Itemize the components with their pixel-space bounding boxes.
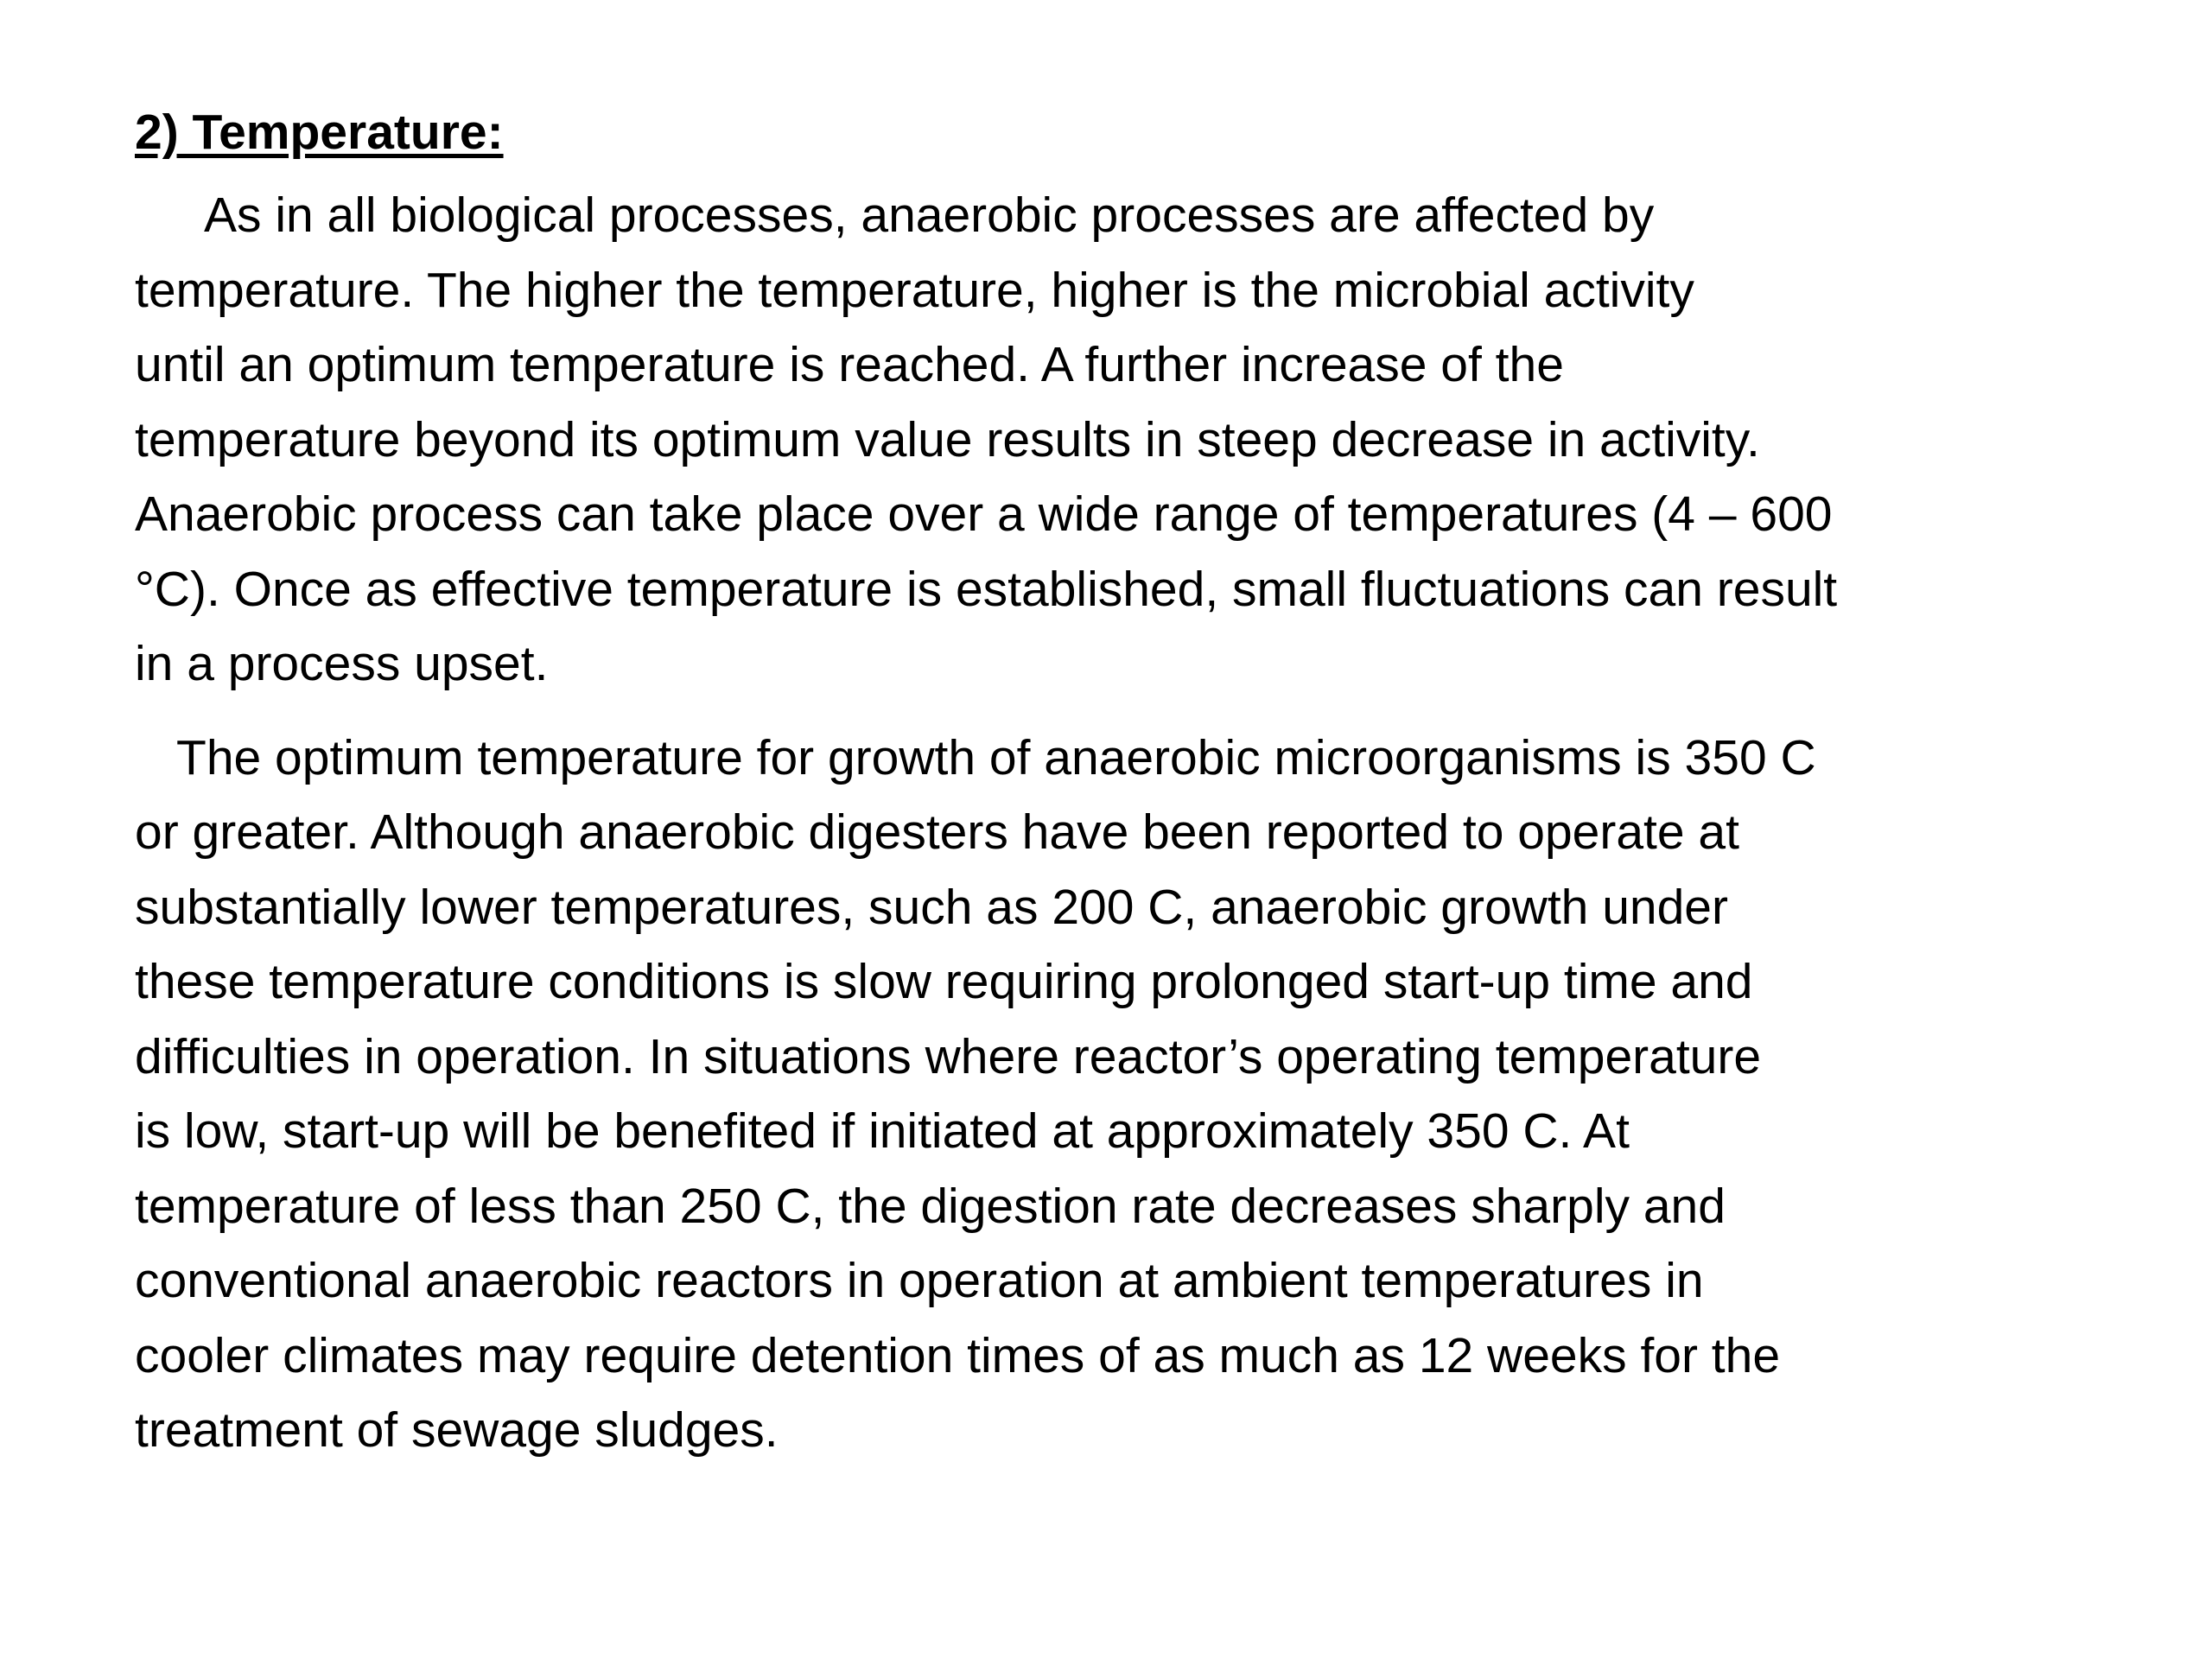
paragraph-line: until an optimum temperature is reached. A further increase of the: [135, 337, 1564, 392]
paragraph-line: °C). Once as effective temperature is established, small fluctuations can result: [135, 561, 1838, 617]
paragraph-line: temperature of less than 250 C, the digestion rate decreases sharply and: [135, 1178, 1726, 1234]
paragraph-line: treatment of sewage sludges.: [135, 1402, 779, 1458]
paragraph-line: difficulties in operation. In situations where reactor’s operating temperature: [135, 1028, 1762, 1084]
paragraph-line: temperature beyond its optimum value results in steep decrease in activity.: [135, 411, 1760, 467]
paragraph-line: these temperature conditions is slow requiring prolonged start-up time and: [135, 954, 1753, 1009]
paragraph-line: in a process upset.: [135, 636, 549, 691]
paragraph-line: cooler climates may require detention times of as much as 12 weeks for the: [135, 1327, 1781, 1383]
paragraph-line: As in all biological processes, anaerobic processes are affected by: [204, 188, 1655, 243]
paragraph-line: substantially lower temperatures, such as 200 C, anaerobic growth under: [135, 879, 1728, 935]
paragraph-1: [135, 178, 2122, 702]
paragraph-line: is low, start-up will be benefited if initiated at approximately 350 C. At: [135, 1103, 1630, 1159]
paragraph-line: The optimum temperature for growth of anaerobic microorganisms is 350 C: [176, 729, 1816, 785]
paragraph-2: [135, 721, 2122, 1468]
paragraph-line: Anaerobic process can take place over a wide range of temperatures (4 – 600: [135, 486, 1833, 542]
slide-content: [135, 95, 2122, 1468]
section-heading: 2) Temperature:: [135, 105, 504, 160]
paragraph-line: or greater. Although anaerobic digesters have been reported to operate at: [135, 804, 1739, 860]
paragraph-line: temperature. The higher the temperature, higher is the microbial activity: [135, 262, 1694, 318]
paragraph-line: conventional anaerobic reactors in operation at ambient temperatures in: [135, 1253, 1704, 1308]
